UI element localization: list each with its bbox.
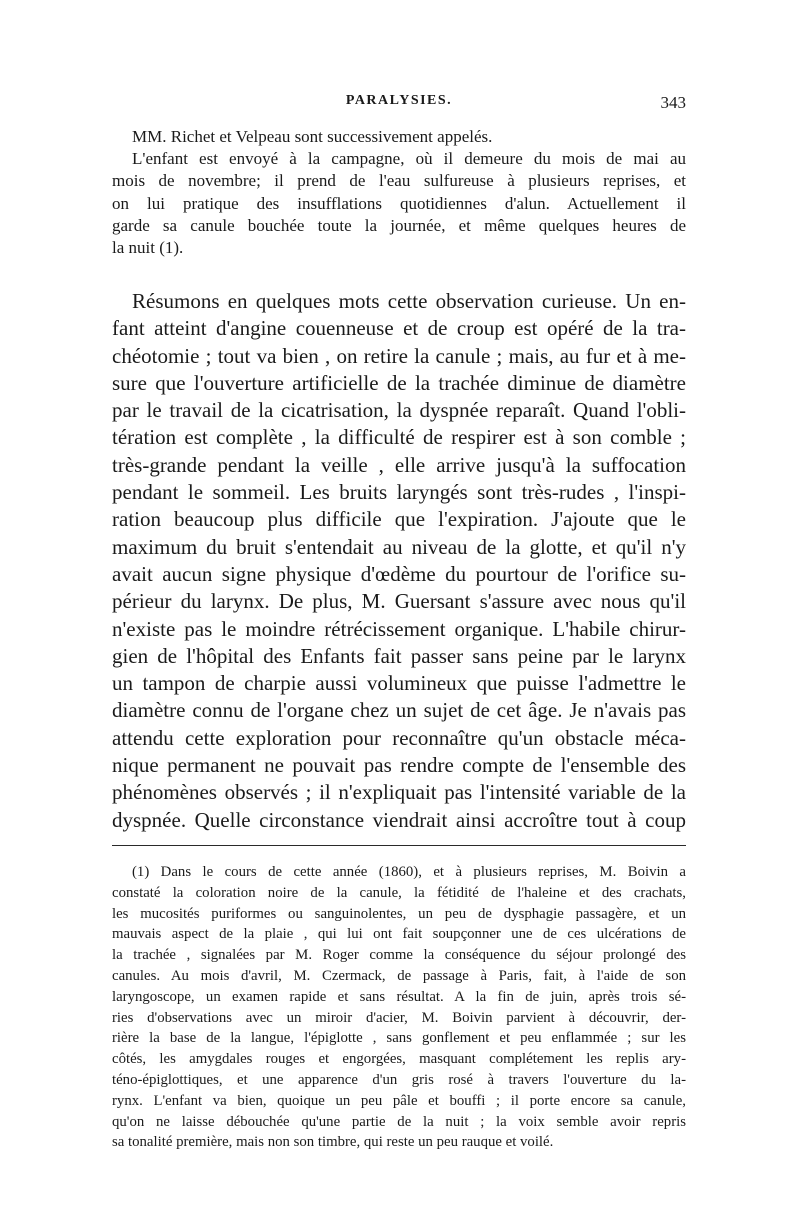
text-line: garde sa canule bouchée toute la journée, et même quelques heures de bbox=[112, 215, 686, 235]
text-line: avait aucun signe physique d'œdème du pourtour de l'orifice su- bbox=[112, 561, 686, 586]
footnote-line: les mucosités puriformes ou sanguinolentes, un peu de dysphagie passagère, et un bbox=[112, 905, 686, 922]
text-line: fant atteint d'angine couenneuse et de croup est opéré de la tra- bbox=[112, 316, 686, 341]
paragraph-summary bbox=[112, 288, 686, 834]
footnote-line: qu'on ne laisse débouchée qu'une partie de la nuit ; la voix semble avoir repris bbox=[112, 1113, 686, 1130]
text-line: n'existe pas le moindre rétrécissement organique. L'habile chirur- bbox=[112, 616, 686, 641]
text-line: MM. Richet et Velpeau sont successivement appelés. bbox=[132, 127, 493, 146]
text-line: phénomènes observés ; il n'expliquait pas l'intensité variable de la bbox=[112, 780, 686, 805]
footnote-separator bbox=[112, 845, 686, 846]
text-line: gien de l'hôpital des Enfants fait passer sans peine par le larynx bbox=[112, 643, 686, 668]
footnote-line: sa tonalité première, mais non son timbre, qui reste un peu rauque et voilé. bbox=[112, 1134, 554, 1151]
text-line: très-grande pendant la veille , elle arrive jusqu'à la suffocation bbox=[112, 452, 686, 477]
text-line: pendant le sommeil. Les bruits laryngés sont très-rudes , l'inspi- bbox=[112, 480, 686, 505]
text-line: maximum du bruit s'entendait au niveau de la glotte, et qu'il n'y bbox=[112, 534, 686, 559]
footnote bbox=[112, 862, 686, 1153]
text-line: sure que l'ouverture artificielle de la trachée diminue de diamètre bbox=[112, 370, 686, 395]
text-line: attendu cette exploration pour reconnaître qu'un obstacle méca- bbox=[112, 725, 686, 750]
text-line: mois de novembre; il prend de l'eau sulfureuse à plusieurs reprises, et bbox=[112, 171, 686, 191]
footnote-line: la trachée , signalées par M. Roger comme la conséquence du séjour prolongé des bbox=[112, 947, 686, 964]
footnote-line: canules. Au mois d'avril, M. Czermack, de passage à Paris, fait, à l'aide de son bbox=[112, 967, 686, 984]
text-line: dyspnée. Quelle circonstance viendrait ainsi accroître tout à coup bbox=[112, 807, 686, 832]
text-line: par le travail de la cicatrisation, la dyspnée reparaît. Quand l'obli- bbox=[112, 398, 686, 423]
text-line: L'enfant est envoyé à la campagne, où il demeure du mois de mai au bbox=[132, 149, 686, 169]
text-line: chéotomie ; tout va bien , on retire la canule ; mais, au fur et à me- bbox=[112, 343, 686, 368]
text-line: tération est complète , la difficulté de respirer est à son comble ; bbox=[112, 425, 686, 450]
text-line: Résumons en quelques mots cette observation curieuse. Un en- bbox=[132, 289, 686, 313]
running-title: PARALYSIES. bbox=[345, 93, 453, 108]
page-number: 343 bbox=[660, 93, 686, 112]
paragraph-observation-end bbox=[112, 126, 686, 259]
text-line: la nuit (1). bbox=[112, 238, 184, 258]
footnote-line: constaté la coloration noire de la canule, la fétidité de l'haleine et des crachats, bbox=[112, 884, 686, 901]
footnote-line: laryngoscope, un examen rapide et sans résultat. A la fin de juin, après trois sé- bbox=[112, 988, 686, 1005]
running-head bbox=[112, 93, 686, 115]
footnote-line: côtés, les amygdales rouges et engorgées, masquant complétement les replis ary- bbox=[112, 1051, 686, 1068]
text-line: ration beaucoup plus difficile que l'expiration. J'ajoute que le bbox=[112, 507, 686, 532]
text-line: un tampon de charpie aussi volumineux que puisse l'admettre le bbox=[112, 671, 686, 696]
text-line: périeur du larynx. De plus, M. Guersant s'assure avec nous qu'il bbox=[112, 589, 686, 614]
footnote-line: (1) Dans le cours de cette année (1860), et à plusieurs reprises, M. Boivin a bbox=[132, 864, 686, 880]
text-line: nique permanent ne pouvait pas rendre compte de l'ensemble des bbox=[112, 753, 686, 778]
footnote-line: rynx. L'enfant va bien, quoique un peu pâle et bouffi ; il porte encore sa canule, bbox=[112, 1092, 686, 1109]
footnote-line: téno-épiglottiques, et une apparence d'un gris rosé à travers l'ouverture du la- bbox=[112, 1071, 686, 1088]
text-line: on lui pratique des insufflations quotidiennes d'alun. Actuellement il bbox=[112, 193, 686, 213]
footnote-line: rière la base de la langue, l'épiglotte , sans gonflement et peu enflammée ; sur les bbox=[112, 1030, 686, 1047]
footnote-line: ries d'observations avec un miroir d'acier, M. Boivin parvient à découvrir, der- bbox=[112, 1009, 686, 1026]
text-line: diamètre connu de l'organe chez un sujet de cet âge. Je n'avais pas bbox=[112, 698, 686, 723]
footnote-line: mauvais aspect de la plaie , qui lui ont fait soupçonner une de ces ulcérations de bbox=[112, 926, 686, 943]
